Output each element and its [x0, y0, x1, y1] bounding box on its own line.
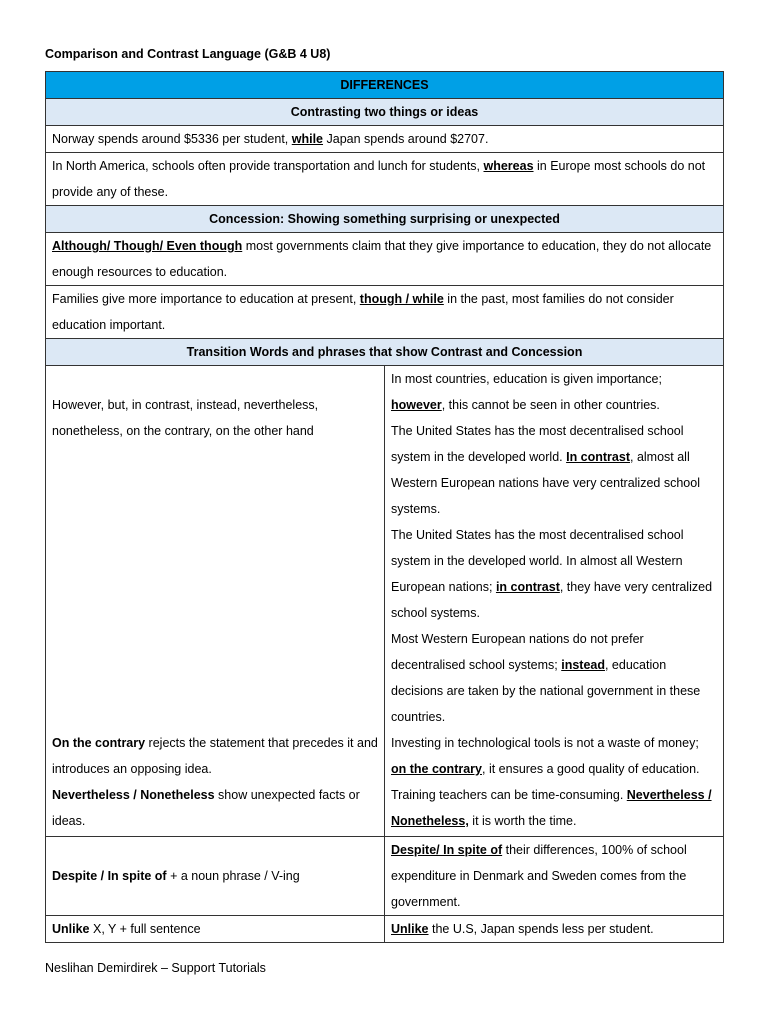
example-on-the-contrary: Investing in technological tools is not a waste of money; on the contrary, it ensures a good quality of education.	[391, 736, 700, 776]
concession-title: Concession: Showing something surprising or unexpected	[46, 206, 724, 233]
unlike-rule: Unlike X, Y + full sentence	[46, 916, 385, 943]
table-row	[46, 153, 724, 206]
transitions-examples	[385, 366, 724, 837]
section-header-contrasting	[46, 99, 724, 126]
despite-example: Despite/ In spite of their differences, 100% of school expenditure in Denmark and Sweden comes from the government.	[385, 837, 724, 916]
example-instead: Most Western European nations do not prefer decentralised school systems; instead, education decisions are taken by the national government in these countries.	[391, 632, 701, 724]
section-header-transitions	[46, 339, 724, 366]
on-the-contrary-note: On the contrary rejects the statement that precedes it and introduces an opposing idea.	[52, 736, 378, 776]
transition-notes	[52, 730, 378, 834]
contrasting-title: Contrasting two things or ideas	[46, 99, 724, 126]
table-row	[46, 916, 724, 943]
footer-credit: Neslihan Demirdirek – Support Tutorials	[45, 961, 266, 975]
concession-example-although: Although/ Though/ Even though most governments claim that they give importance to education, they do not allocate enough resources to education.	[46, 233, 724, 286]
nevertheless-note: Nevertheless / Nonetheless show unexpected facts or ideas.	[52, 788, 360, 828]
table-row	[46, 233, 724, 286]
unlike-example: Unlike the U.S, Japan spends less per student.	[385, 916, 724, 943]
example-nevertheless: Training teachers can be time-consuming. Nevertheless / Nonetheless, it is worth the time.	[391, 788, 712, 828]
example-in-contrast-2: The United States has the most decentralised school system in the developed world. In almost all Western European nations; in contrast, they have very centralized school systems.	[391, 528, 713, 620]
transitions-explanations	[46, 366, 385, 837]
table-row	[46, 286, 724, 339]
despite-rule: Despite / In spite of + a noun phrase / V-ing	[46, 837, 385, 916]
table-row	[46, 366, 724, 837]
comparison-table	[45, 71, 724, 943]
header-row	[46, 72, 724, 99]
table-row	[46, 126, 724, 153]
keyword: whereas	[483, 159, 534, 173]
keyword: while	[291, 132, 324, 146]
keyword: though / while	[359, 292, 444, 306]
concession-example-though: Families give more importance to education at present, though / while in the past, most families do not consider education important.	[46, 286, 724, 339]
transition-word-list: However, but, in contrast, instead, nevertheless, nonetheless, on the contrary, on the other hand	[52, 398, 319, 438]
contrast-example-while: Norway spends around $5336 per student, while Japan spends around $2707.	[46, 126, 724, 153]
differences-header: DIFFERENCES	[46, 72, 724, 99]
example-in-contrast-1: The United States has the most decentralised school system in the developed world. In contrast, almost all Western European nations have very centralized school systems.	[391, 424, 700, 516]
section-header-concession	[46, 206, 724, 233]
keyword: Although/ Though/ Even though	[52, 239, 243, 253]
document-title: Comparison and Contrast Language (G&B 4 U8)	[45, 47, 331, 61]
table-row	[46, 837, 724, 916]
example-however: In most countries, education is given importance; however, this cannot be seen in other countries.	[391, 372, 662, 412]
contrast-example-whereas: In North America, schools often provide transportation and lunch for students, whereas in Europe most schools do not provide any of these.	[46, 153, 724, 206]
transitions-title: Transition Words and phrases that show Contrast and Concession	[46, 339, 724, 366]
